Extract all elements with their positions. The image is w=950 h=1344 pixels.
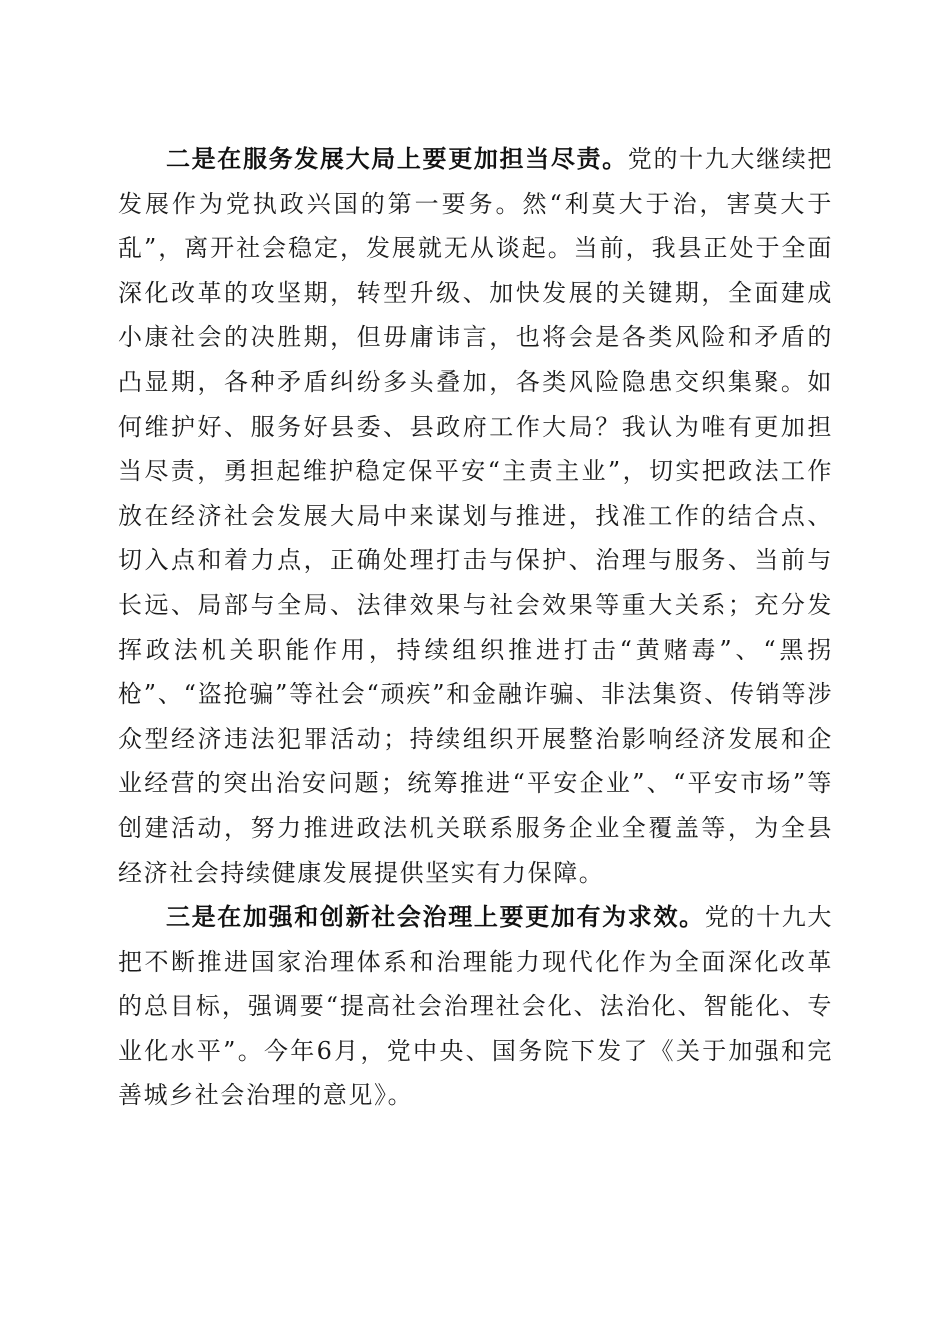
paragraph-social-governance [118, 895, 833, 1118]
paragraph-lead-heading: 三是在加强和创新社会治理上要更加有为求效。 [166, 903, 705, 932]
paragraph-lead-heading: 二是在服务发展大局上要更加担当尽责。 [166, 145, 628, 173]
paragraph-body-text: 党的十九大把不断推进国家治理体系和治理能力现代化作为全面深化改革的总目标，强调要“提高社会治理社会化、法治化、智能化、专业化水平”。今年6月，党中央、国务院下发了《关于加强和完善城乡社会治理的意见》。 [118, 903, 834, 1110]
document-page [118, 137, 833, 1118]
paragraph-body-text: 党的十九大继续把发展作为党执政兴国的第一要务。然“利莫大于治，害莫大于乱”，离开社会稳定，发展就无从谈起。当前，我县正处于全面深化改革的攻坚期，转型升级、加快发展的关键期，全面建成小康社会的决胜期，但毋庸讳言，也将会是各类风险和矛盾的凸显期，各种矛盾纠纷多头叠加，各类风险隐患交织集聚。如何维护好、服务好县委、县政府工作大局？我认为唯有更加担当尽责，勇担起维护稳定保平安“主责主业”，切实把政法工作放在经济社会发展大局中来谋划与推进，找准工作的结合点、切入点和着力点，正确处理打击与保护、治理与服务、当前与长远、局部与全局、法律效果与社会效果等重大关系；充分发挥政法机关职能作用，持续组织推进打击“黄赌毒”、“黑拐枪”、“盗抢骗”等社会“顽疾”和金融诈骗、非法集资、传销等涉众型经济违法犯罪活动；持续组织开展整治影响经济发展和企业经营的突出治安问题；统筹推进“平安企业”、“平安市场”等创建活动，努力推进政法机关联系服务企业全覆盖等，为全县经济社会持续健康发展提供坚实有力保障。 [118, 145, 833, 887]
paragraph-service-development [118, 137, 833, 895]
